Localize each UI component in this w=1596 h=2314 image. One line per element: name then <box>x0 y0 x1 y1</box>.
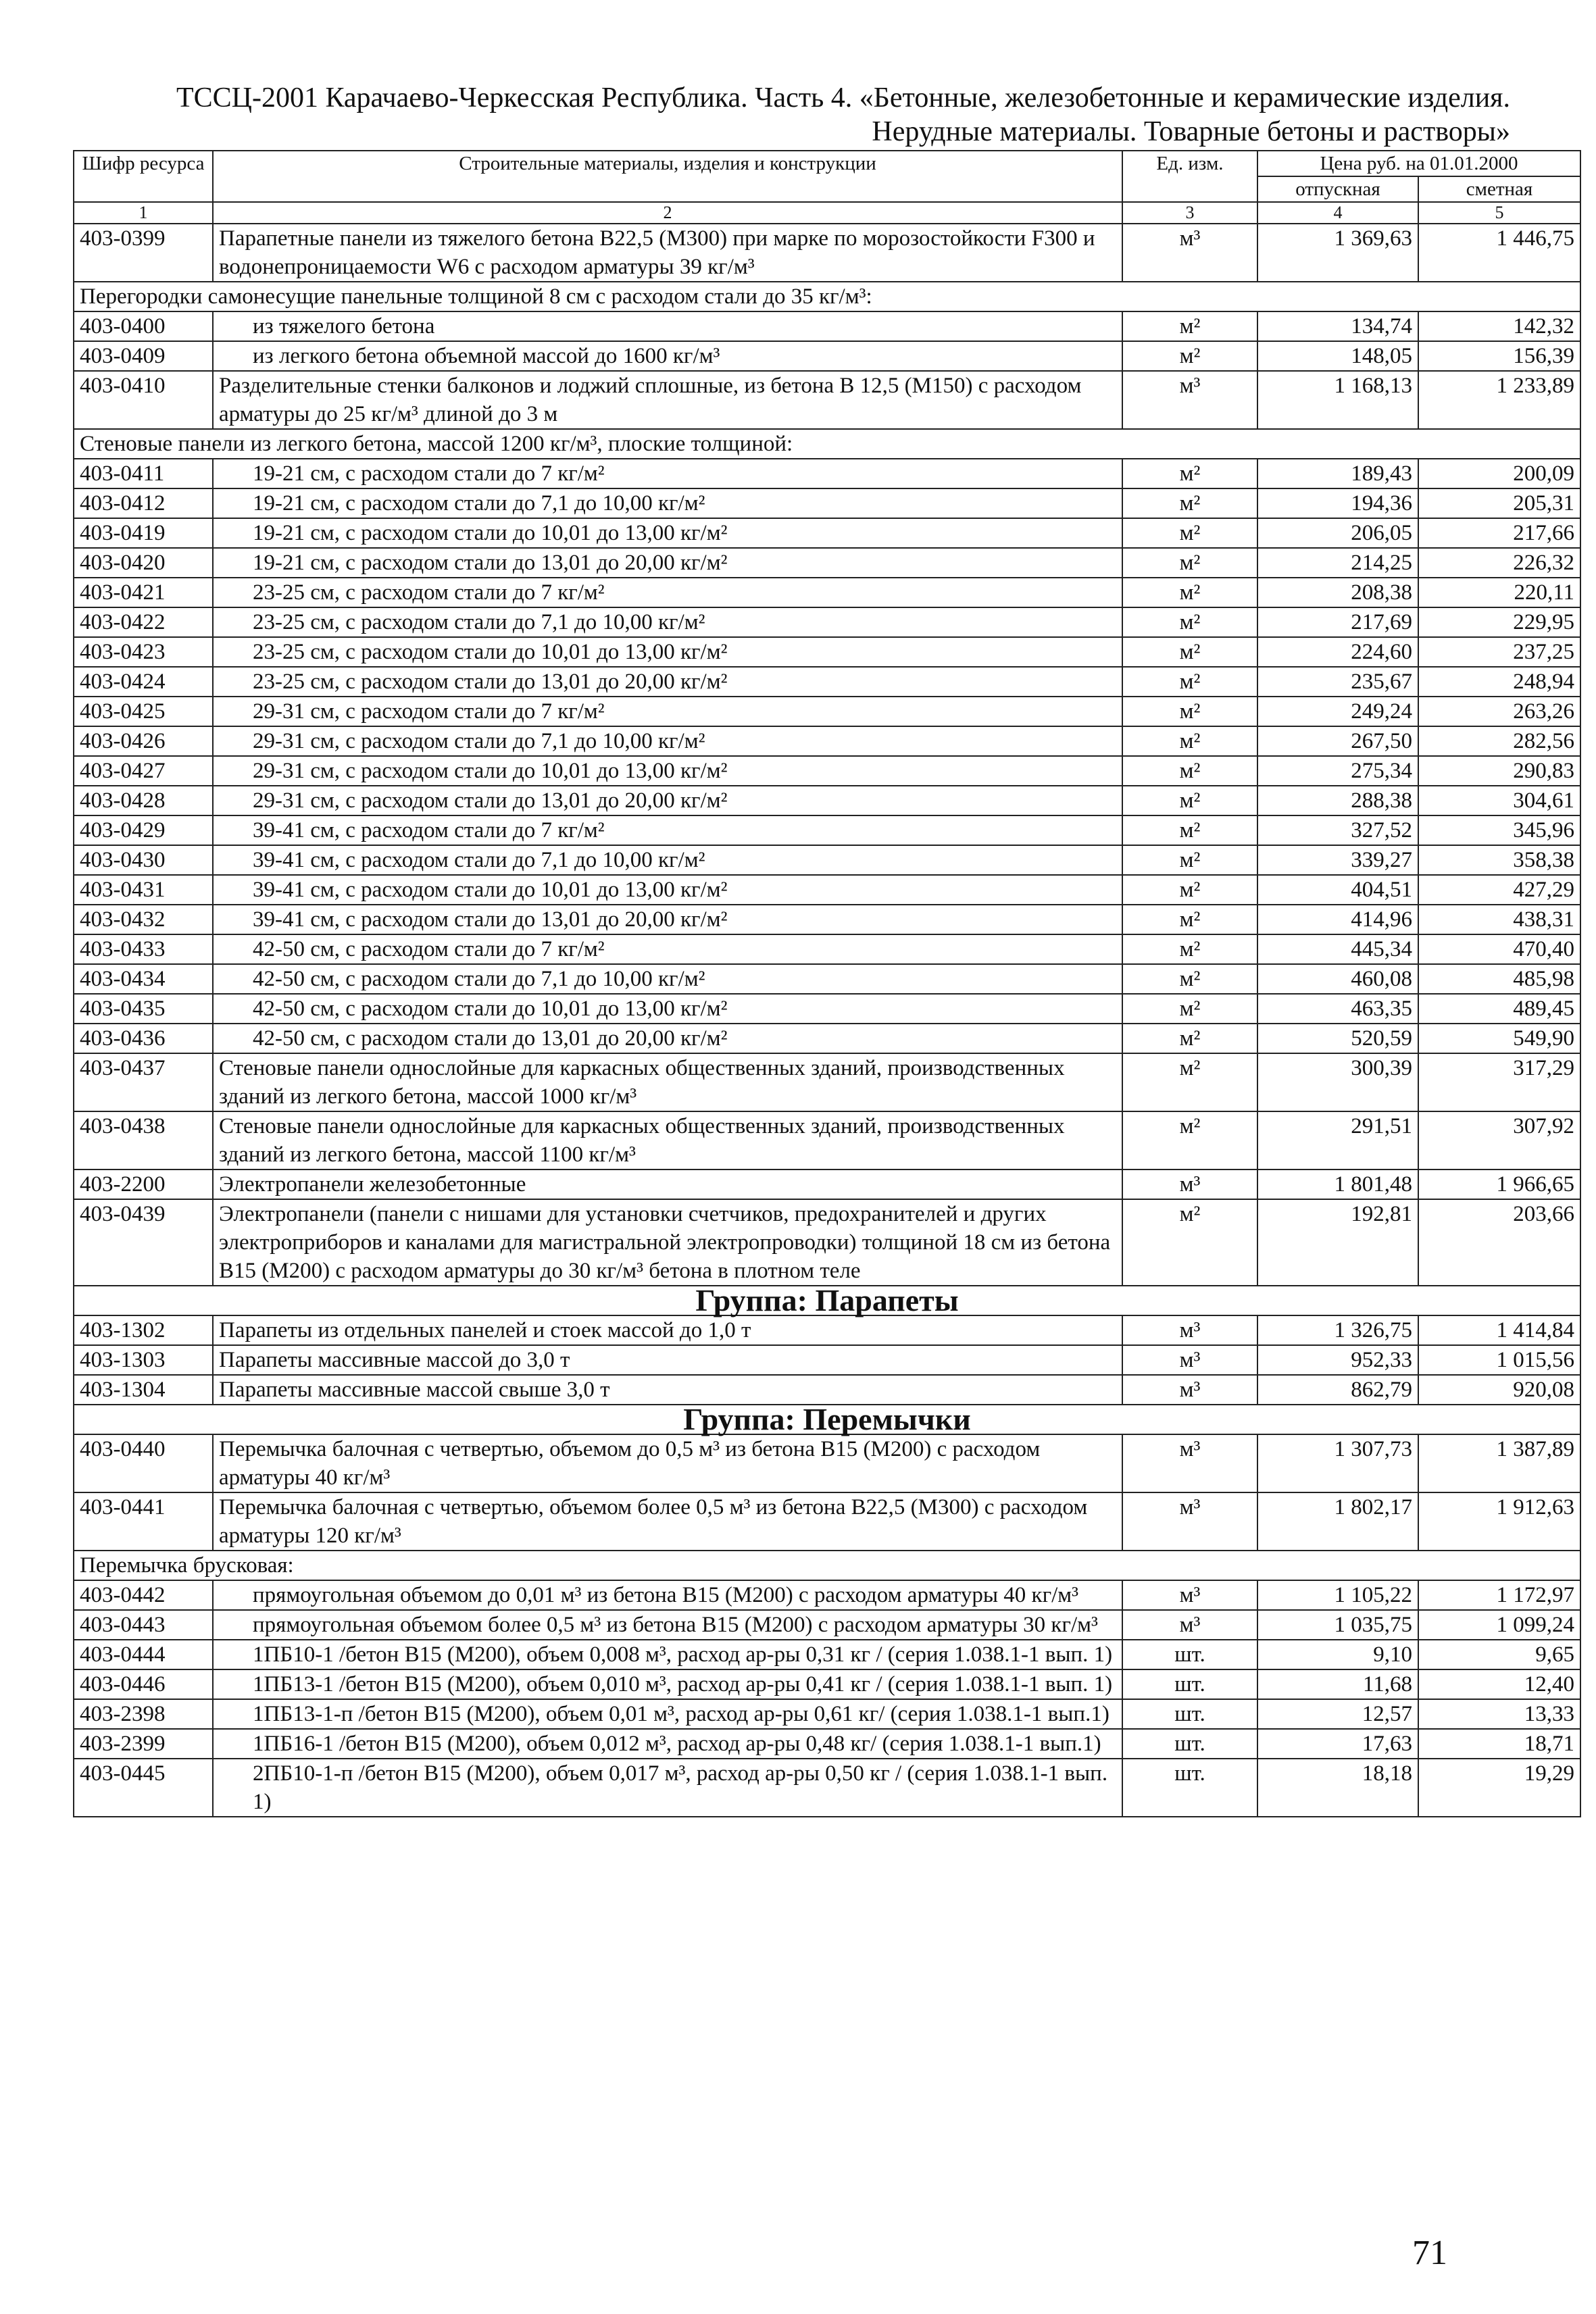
material-name: 39-41 см, с расходом стали до 13,01 до 20,00 кг/м² <box>213 905 1122 934</box>
table-row <box>74 1169 1580 1199</box>
unit: шт. <box>1122 1640 1257 1669</box>
resource-code: 403-0443 <box>74 1610 213 1640</box>
resource-code: 403-0430 <box>74 845 213 875</box>
subheading: Стеновые панели из легкого бетона, массой 1200 кг/м³, плоские толщиной: <box>74 429 1580 459</box>
material-name: из тяжелого бетона <box>213 311 1122 341</box>
group-heading: Группа: Перемычки <box>74 1405 1580 1434</box>
unit: шт. <box>1122 1669 1257 1699</box>
unit: м² <box>1122 548 1257 578</box>
release-price: 134,74 <box>1257 311 1418 341</box>
resource-code: 403-0440 <box>74 1434 213 1492</box>
unit: м² <box>1122 1199 1257 1286</box>
table-row <box>74 224 1580 282</box>
material-name: 1ПБ13-1 /бетон В15 (М200), объем 0,010 м³, расход ар-ры 0,41 кг / (серия 1.038.1-1 вып. 1) <box>213 1669 1122 1699</box>
table-row <box>74 578 1580 607</box>
material-name: Парапеты массивные массой свыше 3,0 т <box>213 1375 1122 1405</box>
document-header <box>74 81 1510 149</box>
unit: м³ <box>1122 1169 1257 1199</box>
estimate-price: 12,40 <box>1418 1669 1580 1699</box>
table-row <box>74 934 1580 964</box>
material-name: 23-25 см, с расходом стали до 7,1 до 10,00 кг/м² <box>213 607 1122 637</box>
unit: м² <box>1122 875 1257 905</box>
estimate-price: 1 966,65 <box>1418 1169 1580 1199</box>
unit: шт. <box>1122 1759 1257 1817</box>
release-price: 12,57 <box>1257 1699 1418 1729</box>
table-row <box>74 371 1580 429</box>
unit: м² <box>1122 311 1257 341</box>
release-price: 862,79 <box>1257 1375 1418 1405</box>
material-name: Перемычка балочная с четвертью, объемом до 0,5 м³ из бетона В15 (М200) с расходом арматуры 40 кг/м³ <box>213 1434 1122 1492</box>
estimate-price: 1 015,56 <box>1418 1345 1580 1375</box>
unit: м² <box>1122 459 1257 488</box>
estimate-price: 1 172,97 <box>1418 1580 1580 1610</box>
release-price: 288,38 <box>1257 786 1418 815</box>
release-price: 1 168,13 <box>1257 371 1418 429</box>
material-name: 19-21 см, с расходом стали до 7 кг/м² <box>213 459 1122 488</box>
table-row <box>74 756 1580 786</box>
resource-code: 403-0431 <box>74 875 213 905</box>
head-idx: 4 <box>1257 202 1418 224</box>
unit: м² <box>1122 607 1257 637</box>
release-price: 189,43 <box>1257 459 1418 488</box>
material-name: Парапеты массивные массой до 3,0 т <box>213 1345 1122 1375</box>
estimate-price: 1 387,89 <box>1418 1434 1580 1492</box>
material-name: Парапеты из отдельных панелей и стоек массой до 1,0 т <box>213 1315 1122 1345</box>
table-row <box>74 1199 1580 1286</box>
table-row <box>74 1492 1580 1551</box>
resource-code: 403-1302 <box>74 1315 213 1345</box>
material-name: Электропанели железобетонные <box>213 1169 1122 1199</box>
material-name: 23-25 см, с расходом стали до 7 кг/м² <box>213 578 1122 607</box>
estimate-price: 18,71 <box>1418 1729 1580 1759</box>
material-name: 39-41 см, с расходом стали до 10,01 до 13,00 кг/м² <box>213 875 1122 905</box>
estimate-price: 1 233,89 <box>1418 371 1580 429</box>
group-heading-row <box>74 1286 1580 1315</box>
release-price: 952,33 <box>1257 1345 1418 1375</box>
resource-code: 403-0419 <box>74 518 213 548</box>
resource-code: 403-0425 <box>74 697 213 726</box>
unit: м² <box>1122 905 1257 934</box>
unit: м² <box>1122 518 1257 548</box>
unit: м² <box>1122 637 1257 667</box>
resource-code: 403-2200 <box>74 1169 213 1199</box>
table-row <box>74 1375 1580 1405</box>
unit: м² <box>1122 697 1257 726</box>
head-idx: 5 <box>1418 202 1580 224</box>
resource-code: 403-0412 <box>74 488 213 518</box>
table-row <box>74 1759 1580 1817</box>
estimate-price: 226,32 <box>1418 548 1580 578</box>
release-price: 291,51 <box>1257 1111 1418 1169</box>
release-price: 217,69 <box>1257 607 1418 637</box>
table-head <box>74 151 1580 224</box>
table-row <box>74 1580 1580 1610</box>
resource-code: 403-2399 <box>74 1729 213 1759</box>
material-name: Электропанели (панели с нишами для установки счетчиков, предохранителей и других электроприборов и каналами для магистральной электропроводки) толщиной 18 см из бетона В15 (М200) с расходом арматуры до 30 кг/м³ бетона в плотном теле <box>213 1199 1122 1286</box>
resource-code: 403-0424 <box>74 667 213 697</box>
resource-code: 403-0420 <box>74 548 213 578</box>
unit: шт. <box>1122 1699 1257 1729</box>
material-name: 39-41 см, с расходом стали до 7,1 до 10,00 кг/м² <box>213 845 1122 875</box>
estimate-price: 1 912,63 <box>1418 1492 1580 1551</box>
table-row <box>74 1640 1580 1669</box>
material-name: из легкого бетона объемной массой до 1600 кг/м³ <box>213 341 1122 371</box>
resource-code: 403-0434 <box>74 964 213 994</box>
resource-code: 403-0423 <box>74 637 213 667</box>
material-name: 29-31 см, с расходом стали до 7 кг/м² <box>213 697 1122 726</box>
release-price: 300,39 <box>1257 1053 1418 1111</box>
release-price: 208,38 <box>1257 578 1418 607</box>
resource-code: 403-0410 <box>74 371 213 429</box>
resource-code: 403-0437 <box>74 1053 213 1111</box>
resource-code: 403-1304 <box>74 1375 213 1405</box>
material-name: 19-21 см, с расходом стали до 10,01 до 13,00 кг/м² <box>213 518 1122 548</box>
estimate-price: 13,33 <box>1418 1699 1580 1729</box>
material-name: 42-50 см, с расходом стали до 13,01 до 20,00 кг/м² <box>213 1024 1122 1053</box>
table-row <box>74 1024 1580 1053</box>
release-price: 1 369,63 <box>1257 224 1418 282</box>
head-idx: 1 <box>74 202 213 224</box>
release-price: 249,24 <box>1257 697 1418 726</box>
resource-code: 403-0436 <box>74 1024 213 1053</box>
material-name: 29-31 см, с расходом стали до 7,1 до 10,00 кг/м² <box>213 726 1122 756</box>
table-row <box>74 637 1580 667</box>
resource-code: 403-0400 <box>74 311 213 341</box>
material-name: Перемычка балочная с четвертью, объемом более 0,5 м³ из бетона В22,5 (М300) с расходом арматуры 120 кг/м³ <box>213 1492 1122 1551</box>
estimate-price: 203,66 <box>1418 1199 1580 1286</box>
release-price: 206,05 <box>1257 518 1418 548</box>
unit: м² <box>1122 488 1257 518</box>
table-row <box>74 1111 1580 1169</box>
estimate-price: 156,39 <box>1418 341 1580 371</box>
material-name: 42-50 см, с расходом стали до 7,1 до 10,00 кг/м² <box>213 964 1122 994</box>
unit: м² <box>1122 667 1257 697</box>
resource-code: 403-0432 <box>74 905 213 934</box>
material-name: 39-41 см, с расходом стали до 7 кг/м² <box>213 815 1122 845</box>
unit: м² <box>1122 341 1257 371</box>
resource-code: 403-0429 <box>74 815 213 845</box>
release-price: 1 035,75 <box>1257 1610 1418 1640</box>
release-price: 1 326,75 <box>1257 1315 1418 1345</box>
resource-code: 403-0446 <box>74 1669 213 1699</box>
material-name: 23-25 см, с расходом стали до 13,01 до 20,00 кг/м² <box>213 667 1122 697</box>
estimate-price: 304,61 <box>1418 786 1580 815</box>
header-line-2: Нерудные материалы. Товарные бетоны и растворы» <box>872 116 1510 147</box>
unit: м³ <box>1122 1580 1257 1610</box>
estimate-price: 427,29 <box>1418 875 1580 905</box>
unit: м³ <box>1122 1315 1257 1345</box>
estimate-price: 345,96 <box>1418 815 1580 845</box>
estimate-price: 200,09 <box>1418 459 1580 488</box>
subheading-row <box>74 1551 1580 1580</box>
material-name: 29-31 см, с расходом стали до 13,01 до 20,00 кг/м² <box>213 786 1122 815</box>
unit: м³ <box>1122 1492 1257 1551</box>
resource-code: 403-0439 <box>74 1199 213 1286</box>
subheading-row <box>74 429 1580 459</box>
subheading-row <box>74 282 1580 311</box>
table-row <box>74 697 1580 726</box>
resource-code: 403-2398 <box>74 1699 213 1729</box>
resource-code: 403-0433 <box>74 934 213 964</box>
estimate-price: 19,29 <box>1418 1759 1580 1817</box>
material-name: Стеновые панели однослойные для каркасных общественных зданий, производственных зданий из легкого бетона, массой 1100 кг/м³ <box>213 1111 1122 1169</box>
estimate-price: 358,38 <box>1418 845 1580 875</box>
unit: м³ <box>1122 1375 1257 1405</box>
estimate-price: 307,92 <box>1418 1111 1580 1169</box>
group-heading-row <box>74 1405 1580 1434</box>
unit: м² <box>1122 815 1257 845</box>
material-name: 1ПБ16-1 /бетон В15 (М200), объем 0,012 м³, расход ар-ры 0,48 кг/ (серия 1.038.1-1 вып.1) <box>213 1729 1122 1759</box>
material-name: 29-31 см, с расходом стали до 10,01 до 13,00 кг/м² <box>213 756 1122 786</box>
table-row <box>74 607 1580 637</box>
release-price: 275,34 <box>1257 756 1418 786</box>
material-name: 23-25 см, с расходом стали до 10,01 до 13,00 кг/м² <box>213 637 1122 667</box>
unit: м³ <box>1122 1610 1257 1640</box>
material-name: 19-21 см, с расходом стали до 13,01 до 20,00 кг/м² <box>213 548 1122 578</box>
estimate-price: 290,83 <box>1418 756 1580 786</box>
estimate-price: 220,11 <box>1418 578 1580 607</box>
table-row <box>74 726 1580 756</box>
subheading: Перегородки самонесущие панельные толщиной 8 см с расходом стали до 35 кг/м³: <box>74 282 1580 311</box>
release-price: 224,60 <box>1257 637 1418 667</box>
page-number: 71 <box>1412 2234 1447 2272</box>
material-name: прямоугольная объемом до 0,01 м³ из бетона В15 (М200) с расходом арматуры 40 кг/м³ <box>213 1580 1122 1610</box>
resource-code: 403-0409 <box>74 341 213 371</box>
estimate-price: 1 099,24 <box>1418 1610 1580 1640</box>
table-row <box>74 905 1580 934</box>
resource-code: 403-0442 <box>74 1580 213 1610</box>
estimate-price: 282,56 <box>1418 726 1580 756</box>
unit: м³ <box>1122 1434 1257 1492</box>
release-price: 1 802,17 <box>1257 1492 1418 1551</box>
material-name: прямоугольная объемом более 0,5 м³ из бетона В15 (М200) с расходом арматуры 30 кг/м³ <box>213 1610 1122 1640</box>
material-name: 42-50 см, с расходом стали до 7 кг/м² <box>213 934 1122 964</box>
material-name: Стеновые панели однослойные для каркасных общественных зданий, производственных зданий из легкого бетона, массой 1000 кг/м³ <box>213 1053 1122 1111</box>
unit: м² <box>1122 934 1257 964</box>
table-row <box>74 964 1580 994</box>
estimate-price: 229,95 <box>1418 607 1580 637</box>
estimate-price: 217,66 <box>1418 518 1580 548</box>
estimate-price: 263,26 <box>1418 697 1580 726</box>
unit: м³ <box>1122 224 1257 282</box>
resource-code: 403-0438 <box>74 1111 213 1169</box>
table-row <box>74 667 1580 697</box>
resource-code: 403-0445 <box>74 1759 213 1817</box>
table-row <box>74 488 1580 518</box>
release-price: 267,50 <box>1257 726 1418 756</box>
table-row <box>74 548 1580 578</box>
material-name: 1ПБ10-1 /бетон В15 (М200), объем 0,008 м³, расход ар-ры 0,31 кг / (серия 1.038.1-1 вып. 1) <box>213 1640 1122 1669</box>
table-row <box>74 1345 1580 1375</box>
price-table <box>73 150 1581 1817</box>
unit: м² <box>1122 726 1257 756</box>
release-price: 214,25 <box>1257 548 1418 578</box>
table-row <box>74 845 1580 875</box>
release-price: 404,51 <box>1257 875 1418 905</box>
unit: м² <box>1122 756 1257 786</box>
estimate-price: 248,94 <box>1418 667 1580 697</box>
estimate-price: 142,32 <box>1418 311 1580 341</box>
material-name: 2ПБ10-1-п /бетон В15 (М200), объем 0,017 м³, расход ар-ры 0,50 кг / (серия 1.038.1-1 вып. 1) <box>213 1759 1122 1817</box>
resource-code: 403-0411 <box>74 459 213 488</box>
table-row <box>74 1669 1580 1699</box>
estimate-price: 1 446,75 <box>1418 224 1580 282</box>
release-price: 148,05 <box>1257 341 1418 371</box>
release-price: 235,67 <box>1257 667 1418 697</box>
header-line-1: ТССЦ-2001 Карачаево-Черкесская Республика. Часть 4. «Бетонные, железобетонные и керамические изделия. <box>176 82 1510 114</box>
material-name: Разделительные стенки балконов и лоджий сплошные, из бетона В 12,5 (М150) с расходом арматуры до 25 кг/м³ длиной до 3 м <box>213 371 1122 429</box>
unit: м² <box>1122 964 1257 994</box>
release-price: 339,27 <box>1257 845 1418 875</box>
material-name: 1ПБ13-1-п /бетон В15 (М200), объем 0,01 м³, расход ар-ры 0,61 кг/ (серия 1.038.1-1 вып.1) <box>213 1699 1122 1729</box>
release-price: 1 105,22 <box>1257 1580 1418 1610</box>
unit: м² <box>1122 1111 1257 1169</box>
release-price: 463,35 <box>1257 994 1418 1024</box>
material-name: 42-50 см, с расходом стали до 10,01 до 13,00 кг/м² <box>213 994 1122 1024</box>
head-estimate: сметная <box>1418 176 1580 202</box>
estimate-price: 237,25 <box>1418 637 1580 667</box>
resource-code: 403-0435 <box>74 994 213 1024</box>
resource-code: 403-0426 <box>74 726 213 756</box>
release-price: 1 307,73 <box>1257 1434 1418 1492</box>
unit: м² <box>1122 1053 1257 1111</box>
estimate-price: 470,40 <box>1418 934 1580 964</box>
head-idx: 2 <box>213 202 1122 224</box>
unit: м² <box>1122 845 1257 875</box>
table-row <box>74 1729 1580 1759</box>
release-price: 17,63 <box>1257 1729 1418 1759</box>
head-price: Цена руб. на 01.01.2000 <box>1257 151 1580 176</box>
head-name: Строительные материалы, изделия и конструкции <box>213 151 1122 202</box>
table-row <box>74 311 1580 341</box>
table-row <box>74 1315 1580 1345</box>
table-row <box>74 1053 1580 1111</box>
resource-code: 403-0427 <box>74 756 213 786</box>
resource-code: 403-0399 <box>74 224 213 282</box>
head-idx: 3 <box>1122 202 1257 224</box>
table-body <box>74 224 1580 1817</box>
table-row <box>74 875 1580 905</box>
unit: м² <box>1122 1024 1257 1053</box>
table-row <box>74 786 1580 815</box>
resource-code: 403-0428 <box>74 786 213 815</box>
table-row <box>74 1699 1580 1729</box>
unit: м² <box>1122 786 1257 815</box>
table-row <box>74 518 1580 548</box>
table-row <box>74 341 1580 371</box>
release-price: 460,08 <box>1257 964 1418 994</box>
release-price: 192,81 <box>1257 1199 1418 1286</box>
estimate-price: 485,98 <box>1418 964 1580 994</box>
resource-code: 403-0444 <box>74 1640 213 1669</box>
release-price: 414,96 <box>1257 905 1418 934</box>
head-unit: Ед. изм. <box>1122 151 1257 202</box>
material-name: 19-21 см, с расходом стали до 7,1 до 10,00 кг/м² <box>213 488 1122 518</box>
release-price: 194,36 <box>1257 488 1418 518</box>
table-row <box>74 994 1580 1024</box>
estimate-price: 920,08 <box>1418 1375 1580 1405</box>
estimate-price: 205,31 <box>1418 488 1580 518</box>
resource-code: 403-1303 <box>74 1345 213 1375</box>
subheading: Перемычка брусковая: <box>74 1551 1580 1580</box>
estimate-price: 317,29 <box>1418 1053 1580 1111</box>
unit: м² <box>1122 994 1257 1024</box>
release-price: 520,59 <box>1257 1024 1418 1053</box>
release-price: 1 801,48 <box>1257 1169 1418 1199</box>
release-price: 445,34 <box>1257 934 1418 964</box>
table-row <box>74 1610 1580 1640</box>
material-name: Парапетные панели из тяжелого бетона В22,5 (М300) при марке по морозостойкости F300 и водонепроницаемости W6 с расходом арматуры 39 кг/м³ <box>213 224 1122 282</box>
unit: м³ <box>1122 371 1257 429</box>
head-code: Шифр ресурса <box>74 151 213 202</box>
table-row <box>74 815 1580 845</box>
estimate-price: 9,65 <box>1418 1640 1580 1669</box>
unit: м³ <box>1122 1345 1257 1375</box>
resource-code: 403-0422 <box>74 607 213 637</box>
estimate-price: 489,45 <box>1418 994 1580 1024</box>
release-price: 9,10 <box>1257 1640 1418 1669</box>
resource-code: 403-0421 <box>74 578 213 607</box>
resource-code: 403-0441 <box>74 1492 213 1551</box>
release-price: 11,68 <box>1257 1669 1418 1699</box>
unit: м² <box>1122 578 1257 607</box>
estimate-price: 549,90 <box>1418 1024 1580 1053</box>
release-price: 18,18 <box>1257 1759 1418 1817</box>
estimate-price: 438,31 <box>1418 905 1580 934</box>
unit: шт. <box>1122 1729 1257 1759</box>
head-release: отпускная <box>1257 176 1418 202</box>
release-price: 327,52 <box>1257 815 1418 845</box>
table-row <box>74 459 1580 488</box>
table-row <box>74 1434 1580 1492</box>
estimate-price: 1 414,84 <box>1418 1315 1580 1345</box>
group-heading: Группа: Парапеты <box>74 1286 1580 1315</box>
